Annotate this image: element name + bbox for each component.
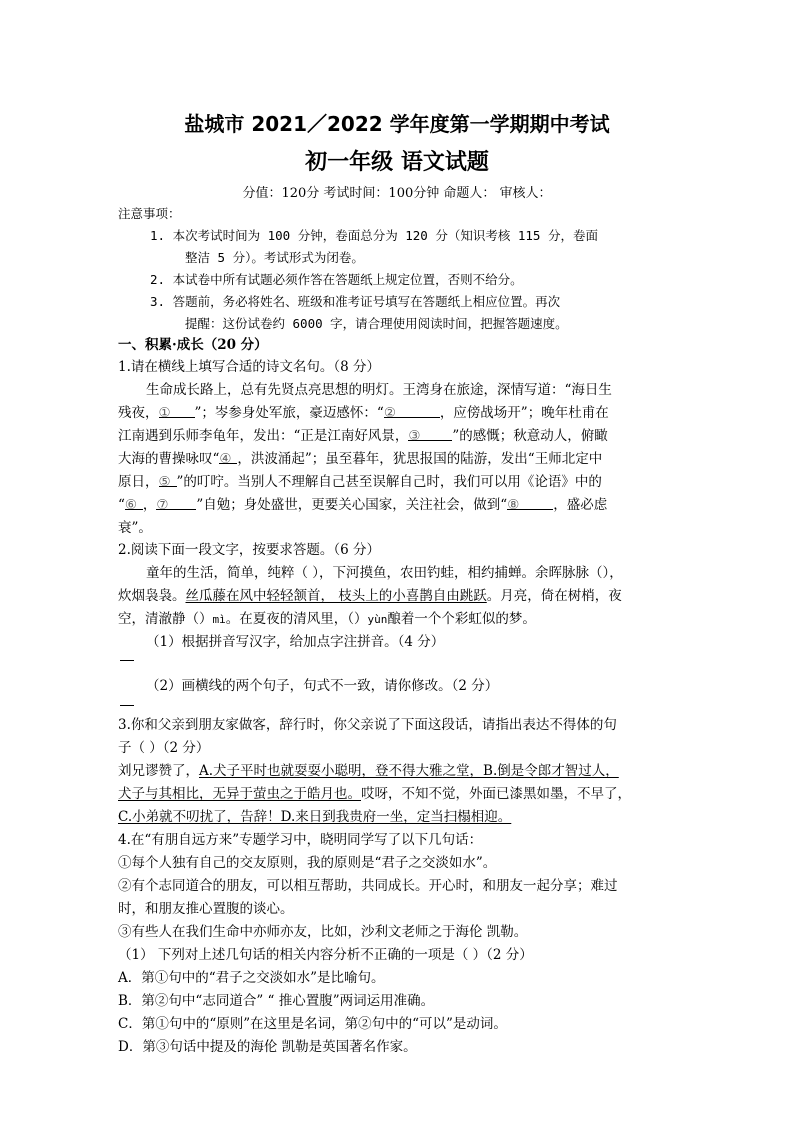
answer-blank-8[interactable]: ⑧ xyxy=(507,496,553,510)
option-d: D．第③句话中提及的海伦 凯勒是英国著名作家。 xyxy=(118,1039,417,1055)
answer-line-2[interactable] xyxy=(120,705,134,706)
q4-sentence-2a: ②有个志同道合的朋友，可以相互帮助，共同成长。开心时，和朋友一起分享；难过 xyxy=(118,878,618,894)
q3-line-1: 刘兄谬赞了，A.犬子平时也就耍耍小聪明，登不得大雅之堂，B.倒是令郎才智过人， xyxy=(118,763,619,779)
notice-item-3a: 3. 答题前，务必将姓名、班级和准考证号填写在答题纸上相应位置。再次 xyxy=(150,294,561,309)
option-a: A．第①句中的“君子之交淡如水”是比喻句。 xyxy=(118,970,385,986)
q3-stem-1: 3.你和父亲到朋友家做客，辞行时，你父亲说了下面这段话，请指出表达不得体的句 xyxy=(118,717,617,733)
exam-title: 盐城市 2021／2022 学年度第一学期期中考试 xyxy=(184,112,610,136)
q4-sub-1: （1） 下列对上述几句话的相关内容分析不正确的一项是（ ）（2 分） xyxy=(118,947,533,963)
option-c: C．第①句中的“原则”在这里是名词，第②句中的“可以”是动词。 xyxy=(118,1016,507,1032)
q3-stem-2: 子（ ）（2 分） xyxy=(118,740,210,756)
answer-blank-3[interactable]: ③ xyxy=(408,427,452,441)
q2-stem: 2.阅读下面一段文字，按要求答题。（6 分） xyxy=(118,542,381,558)
q2-sub-1: （1）根据拼音写汉字，给加点字注拼音。（4 分） xyxy=(146,634,445,650)
exam-subtitle: 初一年级 语文试题 xyxy=(305,150,489,175)
q1-line-6: “⑥ ，⑦ ”自勉；身处盛世，更要关心国家，关注社会，做到“⑧ ，盛必虑 xyxy=(118,497,608,513)
answer-blank-4[interactable]: ④ xyxy=(219,450,237,464)
notice-item-2: 2. 本试卷中所有试题必须作答在答题纸上规定位置，否则不给分。 xyxy=(150,272,523,287)
q1-stem: 1.请在横线上填写合适的诗文名句。（8 分） xyxy=(118,359,381,375)
answer-blank-7[interactable]: ⑦ xyxy=(156,496,196,510)
answer-blank-6[interactable]: ⑥ xyxy=(125,496,143,510)
notice-item-1a: 1. 本次考试时间为 100 分钟，卷面总分为 120 分（知识考核 115 分，卷面 xyxy=(150,228,598,243)
q4-sentence-1: ①每个人独有自己的交友原则，我的原则是“君子之交淡如水”。 xyxy=(118,855,497,871)
underlined-sentences: 丝瓜藤在风中轻轻颔首， 枝头上的小喜鹊自由跳跃 xyxy=(185,588,487,604)
answer-blank-5[interactable]: ⑤ xyxy=(159,473,177,487)
answer-line-1[interactable] xyxy=(120,660,134,661)
q3-line-2: 犬子与其相比，无异于萤虫之于皓月也。哎呀，不知不觉，外面已漆黑如墨，不早了， xyxy=(118,786,631,802)
q2-line-1: 童年的生活，简单，纯粹（ ），下河摸鱼，农田钓蛙，相约捕蝉。余晖脉脉（）， xyxy=(146,565,623,581)
q4-sentence-2b: 时，和朋友推心置腹的谈心。 xyxy=(118,901,294,917)
answer-blank-1[interactable]: ① xyxy=(159,404,195,418)
q1-line-3: 江南遇到乐师李龟年，发出：“正是江南好风景，③ ”的感慨；秋意动人，俯瞰 xyxy=(118,428,608,444)
q2-line-2: 炊烟袅袅。丝瓜藤在风中轻轻颔首， 枝头上的小喜鹊自由跳跃。月亮，倚在树梢，夜 xyxy=(118,588,622,604)
q2-sub-2: （2）画横线的两个句子，句式不一致，请你修改。（2 分） xyxy=(146,678,499,694)
notice-heading: 注意事项： xyxy=(118,206,181,221)
q1-line-2: 残夜，① ”；岑参身处军旅，豪迈感怀：“② ，应傍战场开”；晚年杜甫在 xyxy=(118,405,609,421)
q1-line-1: 生命成长路上，总有先贤点亮思想的明灯。王湾身在旅途，深情写道：“海日生 xyxy=(146,382,612,398)
q2-line-3: 空，清澈静（）mì。在夏夜的清风里，（）yùn酿着一个个彩虹似的梦。 xyxy=(118,611,536,627)
notice-item-1b: 整洁 5 分）。考试形式为闭卷。 xyxy=(185,250,364,265)
answer-blank-2[interactable]: ② xyxy=(384,404,440,418)
q4-stem: 4.在“有朋自远方来”专题学习中，晓明同学写了以下几句话： xyxy=(118,832,483,848)
section-heading: 一、积累·成长（20 分） xyxy=(118,337,268,353)
q1-line-7: 衰”。 xyxy=(118,520,152,536)
notice-item-3b: 提醒：这份试卷约 6000 字，请合理使用阅读时间，把握答题速度。 xyxy=(185,316,568,331)
q4-sentence-3: ③有些人在我们生命中亦师亦友，比如，沙利文老师之于海伦 凯勒。 xyxy=(118,924,528,940)
option-b: B．第②句中“志同道合” “ 推心置腹”两词运用准确。 xyxy=(118,993,435,1009)
q3-line-3: C.小弟就不叨扰了，告辞！D.来日到我贵府一坐，定当扫榻相迎。 xyxy=(118,809,512,825)
exam-meta: 分值：120分 考试时间：100分钟 命题人： 审核人： xyxy=(242,186,552,201)
q1-line-4: 大海的曹操咏叹“④ ，洪波涌起”；虽至暮年，犹思报国的陆游，发出“王师北定中 xyxy=(118,451,603,467)
q1-line-5: 原日，⑤ ”的叮咛。当别人不理解自己甚至误解自己时，我们可以用《论语》中的 xyxy=(118,474,602,490)
